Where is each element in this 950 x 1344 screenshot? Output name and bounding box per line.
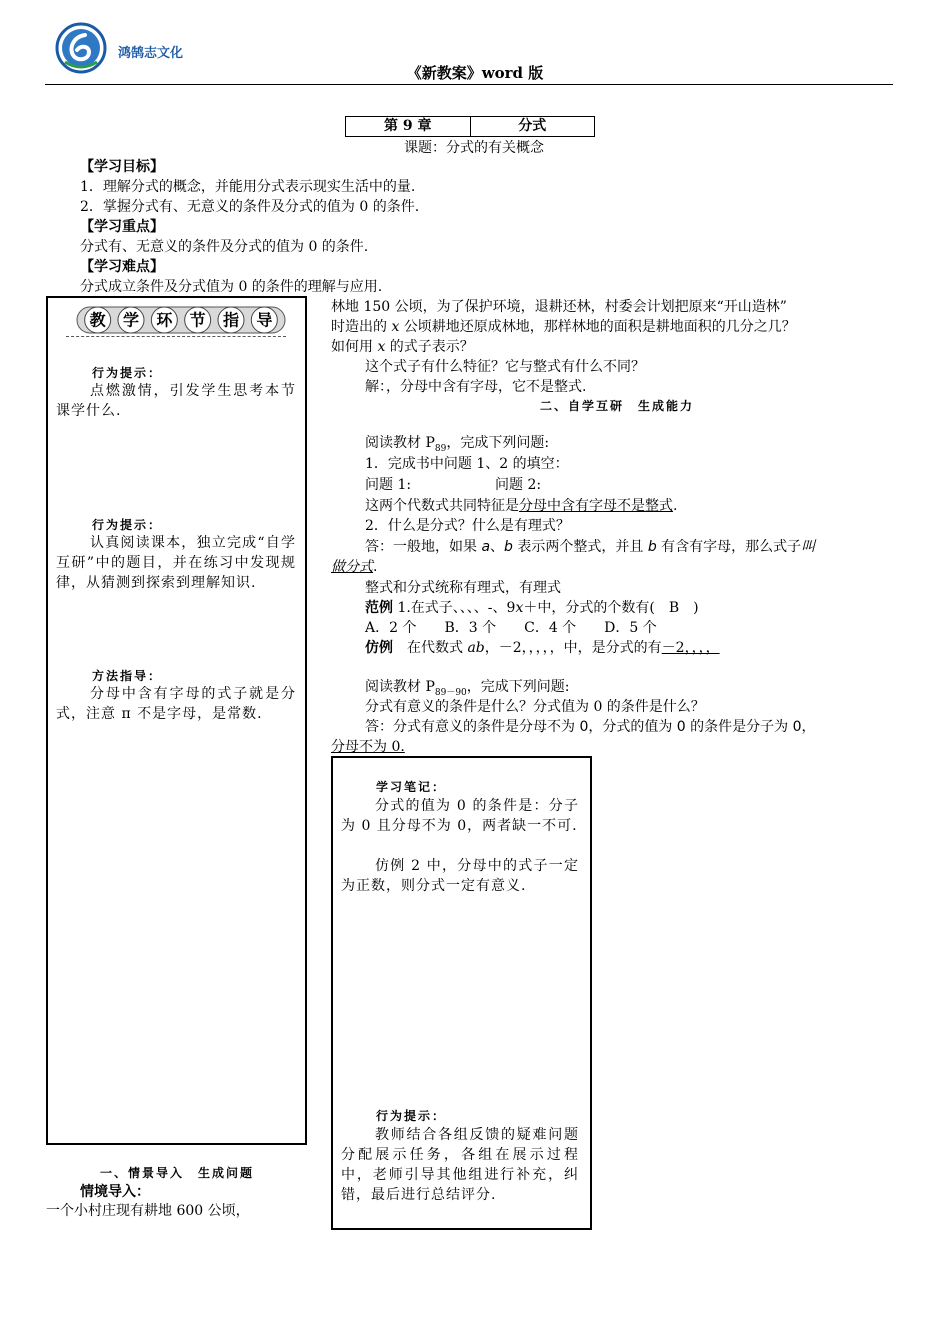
scenario-line-3: 如何用 x 的式子表示？ xyxy=(331,339,474,355)
reading-2: 阅读教材 $P_{89-90}$，完成下列问题: xyxy=(365,679,570,698)
tip3-heading: 方法指导： xyxy=(92,669,163,683)
banner-char: 学 xyxy=(122,310,140,330)
banner-char: 导 xyxy=(256,310,273,330)
goal-1: 1．理解分式的概念，并能用分式表示现实生活中的量. xyxy=(80,179,416,195)
chapter-box xyxy=(345,116,595,137)
chapter-label: 第 9 章 xyxy=(346,117,471,136)
header-divider xyxy=(45,84,893,85)
tip3-text: 分母中含有字母的式子就是分式，注意 π 不是字母，是常数. xyxy=(56,686,296,722)
tip4-heading: 行为提示： xyxy=(376,1109,447,1123)
task-1: 1．完成书中问题 1、2 的填空： xyxy=(365,456,569,472)
goal-2: 2．掌握分式有、无意义的条件及分式的值为 0 的条件. xyxy=(80,199,420,215)
key-text: 分式有、无意义的条件及分式的值为 0 的条件. xyxy=(80,239,369,255)
answer-2-line-2: 做分式. xyxy=(331,559,378,575)
rational-definition: 整式和分式统称有理式，有理式 xyxy=(365,580,561,596)
chapter-name: 分式 xyxy=(518,118,547,134)
tip2-heading: 行为提示： xyxy=(92,518,163,532)
question-label-2: 问题 2: xyxy=(495,477,542,493)
section2-heading: 二、自学互研 生成能力 xyxy=(540,399,695,413)
scenario-line-2: 时造出的 x 公顷耕地还原成林地，那样林地的面积是耕地面积的几分之几？ xyxy=(331,319,796,335)
lesson-title: 课题：分式的有关概念 xyxy=(404,140,544,156)
banner-char: 节 xyxy=(189,310,206,330)
notes-heading: 学习笔记： xyxy=(376,780,447,794)
intro-text: 一个小村庄现有耕地 600 公顷， xyxy=(46,1203,250,1219)
scenario-line-1: 林地 150 公顷，为了保护环境，退耕还林，村委会计划把原来“开山造林” xyxy=(331,299,787,315)
tip2-text: 认真阅读课本，独立完成“自学互研”中的题目，并在练习中发现规律，从猜测到探索到理解知识. xyxy=(56,535,296,591)
logo-text: 鸿鹄志文化 xyxy=(118,46,184,61)
notes-text-1: 分式的值为 0 的条件是：分子为 0 且分母不为 0，两者缺一不可. xyxy=(341,798,579,834)
example-1: 范例 1.在式子、、、、-、9x＋中，分式的个数有( B ) xyxy=(365,600,699,616)
question-label-1: 问题 1: xyxy=(365,477,412,493)
example-1-options: A．2 个 B．3 个 C．4 个 D．5 个 xyxy=(365,620,657,636)
key-heading: 【学习重点】 xyxy=(80,219,164,235)
difficulty-heading: 【学习难点】 xyxy=(80,259,164,275)
section1-heading: 一、情景导入 生成问题 xyxy=(100,1166,255,1180)
document-title: 《新教案》word 版 xyxy=(406,64,544,82)
intro-heading: 情境导入： xyxy=(80,1184,150,1200)
teaching-guide-banner xyxy=(76,304,286,336)
question-1: 这个式子有什么特征？它与整式有什么不同？ xyxy=(365,359,645,375)
answer-3-line-1: 答：分式有意义的条件是分母不为 0，分式的值为 0 的条件是分子为 0， xyxy=(365,719,816,735)
tip1-text: 点燃激情，引发学生思考本节课学什么. xyxy=(56,383,296,419)
answer-3-line-2: 分母不为 0. xyxy=(331,739,405,755)
banner-divider xyxy=(66,336,286,337)
banner-char: 环 xyxy=(156,310,173,330)
tip1-heading: 行为提示： xyxy=(92,366,163,380)
banner-char: 指 xyxy=(222,310,240,330)
task-2: 2．什么是分式？什么是有理式？ xyxy=(365,518,570,534)
tip4-text: 教师结合各组反馈的疑难问题分配展示任务，各组在展示过程中，老师引导其他组进行补充，纠错，最后进行总结评分. xyxy=(341,1127,579,1203)
answer-1: 解：，分母中含有字母，它不是整式. xyxy=(365,379,587,395)
question-3: 分式有意义的条件是什么？分式值为 0 的条件是什么？ xyxy=(365,699,705,715)
answer-2-line-1: 答：一般地，如果 a、b 表示两个整式，并且 b 有含有字母，那么式子叫 xyxy=(365,539,816,555)
difficulty-text: 分式成立条件及分式值为 0 的条件的理解与应用. xyxy=(80,279,383,295)
reading-1: 阅读教材 $P_{89}$，完成下列问题: xyxy=(365,435,550,454)
banner-char: 教 xyxy=(89,310,106,330)
goal-heading: 【学习目标】 xyxy=(80,159,164,175)
feature-line: 这两个代数式共同特征是分母中含有字母不是整式. xyxy=(365,498,678,514)
example-2: 仿例 在代数式 ab，－2，，，，，中，是分式的有－2，，，， xyxy=(365,640,720,656)
notes-text-2: 仿例 2 中，分母中的式子一定为正数，则分式一定有意义. xyxy=(341,858,579,894)
